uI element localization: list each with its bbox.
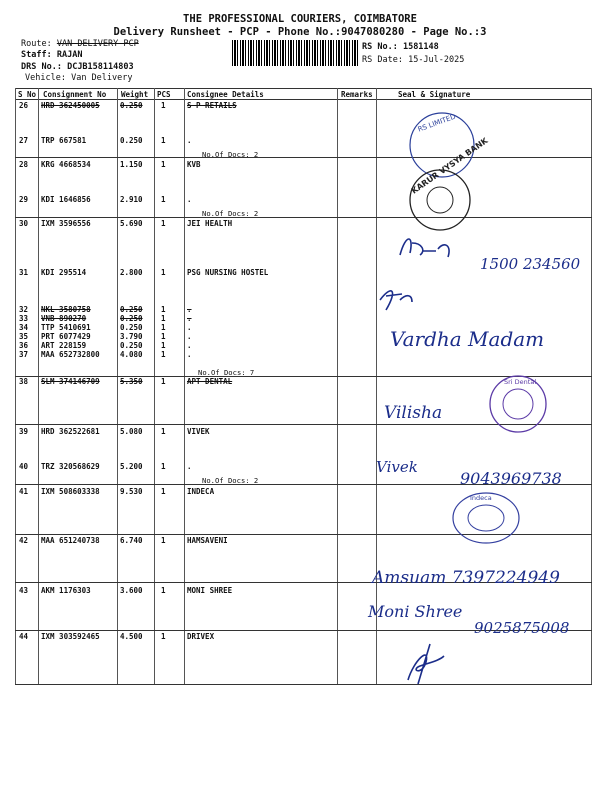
drs-label: DRS No.: bbox=[21, 62, 62, 72]
row-sno: 34 bbox=[19, 323, 29, 332]
row-sno: 43 bbox=[19, 586, 29, 595]
row-docs-count: No.Of Docs: 7 bbox=[198, 368, 255, 377]
row-consignment-no: TTP 5410691 bbox=[41, 323, 91, 332]
row-docs-count: No.Of Docs: 2 bbox=[202, 209, 259, 218]
row-weight: 5.200 bbox=[120, 462, 143, 471]
stamp-text-2: KARUR VYSYA BANK bbox=[409, 136, 490, 196]
route-row bbox=[21, 39, 139, 49]
row-consignee: . bbox=[187, 350, 192, 359]
drs-value: DCJB158114803 bbox=[67, 62, 134, 72]
row-weight: 0.250 bbox=[120, 101, 143, 110]
row-consignment-no: SLM 374146709 bbox=[41, 377, 100, 386]
row-consignee: . bbox=[187, 332, 192, 341]
row-consignment-no: IXM 303592465 bbox=[41, 632, 100, 641]
row-sno: 30 bbox=[19, 219, 29, 228]
sig-43-name: Moni Shree bbox=[368, 602, 463, 621]
row-weight: 0.250 bbox=[120, 323, 143, 332]
sig-40-name: Vivek bbox=[376, 458, 418, 476]
row-consignee: . bbox=[187, 136, 192, 145]
row-pcs: 1 bbox=[161, 268, 166, 277]
row-consignee: PSG NURSING HOSTEL bbox=[187, 268, 269, 277]
row-consignment-no: IXM 508603338 bbox=[41, 487, 100, 496]
col-weight: Weight bbox=[121, 90, 149, 99]
route-value: VAN DELIVERY PCP bbox=[56, 39, 139, 49]
row-consignment-no: KDI 1646856 bbox=[41, 195, 91, 204]
row-weight: 2.800 bbox=[120, 268, 143, 277]
dental-stamp-text: Sri Dental bbox=[504, 378, 537, 386]
row-consignee: INDECA bbox=[187, 487, 215, 496]
row-pcs: 1 bbox=[161, 350, 166, 359]
row-sno: 39 bbox=[19, 427, 29, 436]
row-consignment-no: AKM 1176303 bbox=[41, 586, 91, 595]
row-consignee: . bbox=[187, 462, 192, 471]
row-consignment-no: PRT 6077429 bbox=[41, 332, 91, 341]
staff-value: RAJAN bbox=[56, 50, 83, 60]
sig-42-text: Amsuam 7397224949 bbox=[372, 568, 560, 588]
indeca-stamp-text: Indeca bbox=[470, 494, 492, 502]
row-weight: 3.600 bbox=[120, 586, 143, 595]
row-weight: 1.150 bbox=[120, 160, 143, 169]
row-sno: 36 bbox=[19, 341, 29, 350]
row-consignment-no: ART 228159 bbox=[41, 341, 87, 350]
signature-38 bbox=[380, 392, 490, 432]
row-sno: 28 bbox=[19, 160, 29, 169]
stamp-text-1: RS LIMITED bbox=[416, 112, 457, 134]
row-sno: 32 bbox=[19, 305, 29, 314]
sig-40-phone: 9043969738 bbox=[460, 469, 562, 488]
row-consignee: MONI SHREE bbox=[187, 586, 233, 595]
row-pcs: 1 bbox=[161, 305, 166, 314]
row-pcs: 1 bbox=[161, 195, 166, 204]
row-pcs: 1 bbox=[161, 219, 166, 228]
row-consignee: S P RETAILS bbox=[187, 101, 237, 110]
col-sno: S No bbox=[18, 90, 37, 99]
row-weight: 2.910 bbox=[120, 195, 143, 204]
row-consignment-no: NKL 3580758 bbox=[41, 305, 91, 314]
row-pcs: 1 bbox=[161, 314, 166, 323]
row-consignee: . bbox=[187, 195, 192, 204]
row-weight: 0.250 bbox=[120, 314, 143, 323]
row-pcs: 1 bbox=[161, 427, 166, 436]
row-sno: 26 bbox=[19, 101, 29, 110]
company-title: THE PROFESSIONAL COURIERS, COIMBATORE bbox=[183, 13, 417, 25]
vehicle-label: Vehicle: bbox=[25, 73, 66, 83]
row-consignee: . bbox=[187, 314, 192, 323]
staff-label: Staff: bbox=[21, 50, 52, 60]
row-pcs: 1 bbox=[161, 323, 166, 332]
sig-38-name: Vilisha bbox=[384, 403, 443, 423]
row-sno: 42 bbox=[19, 536, 29, 545]
barcode bbox=[232, 40, 358, 66]
row-separator bbox=[15, 217, 592, 218]
vline-1 bbox=[15, 88, 16, 684]
rs-date-value: 15-Jul-2025 bbox=[408, 55, 465, 65]
row-pcs: 1 bbox=[161, 101, 166, 110]
col-remarks: Remarks bbox=[341, 90, 373, 99]
row-weight: 9.530 bbox=[120, 487, 143, 496]
indeca-stamp-icon bbox=[448, 490, 524, 546]
row-consignee: . bbox=[187, 341, 192, 350]
row-pcs: 1 bbox=[161, 462, 166, 471]
row-pcs: 1 bbox=[161, 487, 166, 496]
row-consignee: . bbox=[187, 323, 192, 332]
row-pcs: 1 bbox=[161, 160, 166, 169]
row-weight: 4.500 bbox=[120, 632, 143, 641]
row-consignment-no: TRZ 320568629 bbox=[41, 462, 100, 471]
row-consignee: APT DENTAL bbox=[187, 377, 233, 386]
rs-date-label: RS Date: bbox=[362, 55, 403, 65]
row-consignment-no: TRP 667581 bbox=[41, 136, 87, 145]
row-weight: 5.080 bbox=[120, 427, 143, 436]
rs-date-row bbox=[362, 55, 464, 65]
row-consignee: HAMSAVENI bbox=[187, 536, 228, 545]
sig-30-phone: 1500 234560 bbox=[480, 255, 581, 273]
row-consignee: DRIVEX bbox=[187, 632, 215, 641]
vline-4 bbox=[154, 88, 155, 684]
vline-2 bbox=[38, 88, 39, 684]
sig-31-name: Vardha Madam bbox=[390, 327, 545, 351]
row-sno: 27 bbox=[19, 136, 29, 145]
vline-6 bbox=[337, 88, 338, 684]
row-pcs: 1 bbox=[161, 341, 166, 350]
row-sno: 37 bbox=[19, 350, 29, 359]
row-pcs: 1 bbox=[161, 536, 166, 545]
row-sno: 38 bbox=[19, 377, 29, 386]
row-consignment-no: VNB 890270 bbox=[41, 314, 87, 323]
row-consignment-no: KDI 295514 bbox=[41, 268, 87, 277]
row-sno: 35 bbox=[19, 332, 29, 341]
row-consignment-no: IXM 3596556 bbox=[41, 219, 91, 228]
row-consignee: VIVEK bbox=[187, 427, 210, 436]
rs-no-value: 1581148 bbox=[402, 42, 439, 52]
col-pcs: PCS bbox=[157, 90, 171, 99]
row-sno: 41 bbox=[19, 487, 29, 496]
vline-8 bbox=[591, 88, 592, 684]
row-weight: 4.080 bbox=[120, 350, 143, 359]
row-weight: 0.250 bbox=[120, 136, 143, 145]
row-weight: 3.790 bbox=[120, 332, 143, 341]
rs-no-label: RS No.: bbox=[362, 42, 398, 52]
row-sno: 29 bbox=[19, 195, 29, 204]
row-separator bbox=[15, 157, 592, 158]
runsheet-subtitle: Delivery Runsheet - PCP - Phone No.:9047080280 - Page No.:3 bbox=[113, 26, 487, 38]
vehicle-value: Van Delivery bbox=[71, 73, 133, 83]
col-seal: Seal & Signature bbox=[398, 90, 471, 99]
row-consignment-no: MAA 652732800 bbox=[41, 350, 100, 359]
row-consignee: KVB bbox=[187, 160, 201, 169]
row-weight: 5.350 bbox=[120, 377, 143, 386]
header-bottom-border bbox=[15, 99, 592, 100]
signature-44 bbox=[400, 640, 450, 688]
signature-43 bbox=[366, 593, 588, 643]
signature-42 bbox=[368, 555, 588, 593]
table-bottom-border bbox=[15, 684, 592, 685]
table-top-border bbox=[15, 88, 592, 89]
row-pcs: 1 bbox=[161, 586, 166, 595]
row-pcs: 1 bbox=[161, 377, 166, 386]
row-pcs: 1 bbox=[161, 632, 166, 641]
drs-row bbox=[21, 62, 134, 72]
row-consignment-no: MAA 651240738 bbox=[41, 536, 100, 545]
vline-3 bbox=[117, 88, 118, 684]
row-pcs: 1 bbox=[161, 332, 166, 341]
row-docs-count: No.Of Docs: 2 bbox=[202, 476, 259, 485]
col-consignee: Consignee Details bbox=[187, 90, 264, 99]
row-docs-count: No.Of Docs: 2 bbox=[202, 150, 259, 159]
col-consignment: Consignment No bbox=[43, 90, 107, 99]
row-pcs: 1 bbox=[161, 136, 166, 145]
dental-stamp-icon bbox=[478, 372, 558, 437]
vehicle-row bbox=[25, 73, 133, 83]
route-label: Route: bbox=[21, 39, 52, 49]
row-consignee: . bbox=[187, 305, 192, 314]
signature-30 bbox=[392, 225, 592, 275]
signature-31 bbox=[372, 280, 587, 360]
row-consignment-no: KRG 4668534 bbox=[41, 160, 91, 169]
row-consignment-no: HRD 362450005 bbox=[41, 101, 100, 110]
row-sno: 44 bbox=[19, 632, 29, 641]
row-weight: 6.740 bbox=[120, 536, 143, 545]
row-sno: 40 bbox=[19, 462, 29, 471]
row-weight: 0.250 bbox=[120, 305, 143, 314]
row-consignee: JEI HEALTH bbox=[187, 219, 233, 228]
vline-5 bbox=[184, 88, 185, 684]
row-consignment-no: HRD 362522681 bbox=[41, 427, 100, 436]
rs-no-row bbox=[362, 42, 439, 52]
row-sno: 33 bbox=[19, 314, 29, 323]
row-weight: 5.690 bbox=[120, 219, 143, 228]
row-weight: 0.250 bbox=[120, 341, 143, 350]
row-sno: 31 bbox=[19, 268, 29, 277]
sig-43-phone: 9025875008 bbox=[474, 619, 570, 637]
staff-row bbox=[21, 50, 82, 60]
